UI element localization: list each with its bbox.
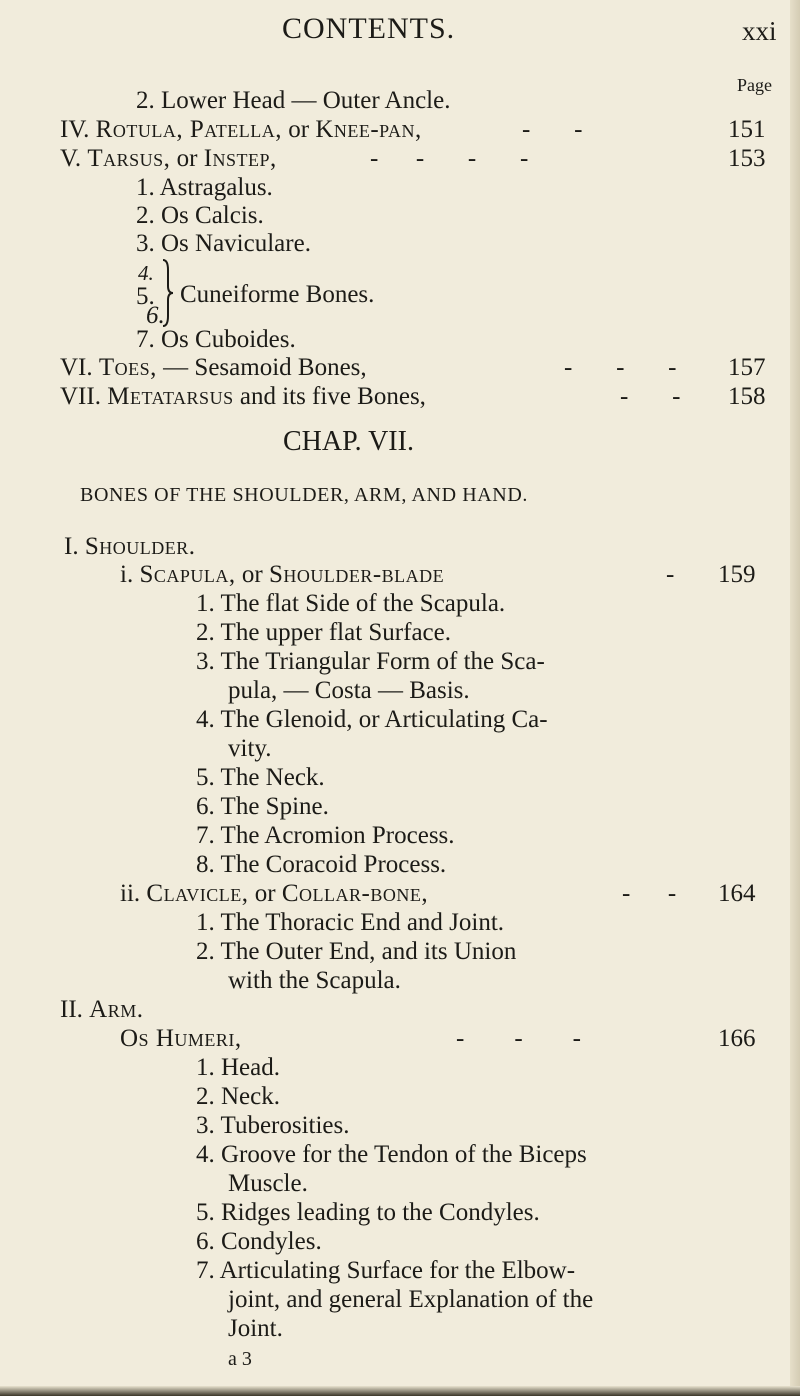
chapter-title: CHAP. VII. — [283, 426, 414, 457]
entry-rest: and its five Bones, — [239, 383, 426, 410]
entry-heading: Clavicle, — [146, 880, 249, 907]
list-item: 2. Neck. — [196, 1083, 280, 1110]
page-number: 166 — [718, 1025, 756, 1052]
list-item: 1. The flat Side of the Scapula. — [196, 590, 506, 617]
list-item: 3. The Triangular Form of the Sca- — [196, 648, 545, 675]
list-item: 2. The upper flat Surface. — [196, 619, 451, 646]
chapter-subtitle: BONES OF THE SHOULDER, ARM, AND HAND. — [80, 484, 528, 506]
list-item: 2. The Outer End, and its Union — [196, 938, 517, 965]
section-arm — [60, 995, 143, 1025]
entry-heading: Tarsus, — [87, 145, 171, 172]
entry-rest: — Sesamoid Bones, — [163, 354, 367, 381]
signature-mark: a 3 — [228, 1348, 252, 1370]
entry-metatarsus — [60, 382, 426, 412]
list-item: 4. Groove for the Tendon of the Biceps — [196, 1141, 587, 1168]
entry-heading: Toes, — [98, 354, 157, 381]
list-item-continuation: Joint. — [228, 1315, 283, 1342]
page-number: 157 — [728, 354, 766, 381]
entry-conjunction: or — [254, 880, 276, 907]
entry-heading-alt: Knee-pan, — [315, 116, 422, 143]
entry-conjunction: or — [176, 145, 198, 172]
section-heading: Arm. — [89, 996, 144, 1023]
list-item: 7. The Acromion Process. — [196, 822, 455, 849]
leader-dashes: - - - - — [370, 145, 529, 172]
page-number: 164 — [718, 880, 756, 907]
entry-number: V. — [60, 145, 82, 172]
folio-number: xxi — [742, 16, 777, 46]
entry-num-4: 4. — [138, 261, 154, 285]
leader-dashes: - - — [620, 383, 681, 410]
entry-number: ii. — [120, 880, 141, 907]
entry-number: VI. — [60, 354, 93, 381]
entry-num-6: 6. — [146, 302, 165, 329]
page-number: 159 — [718, 561, 756, 588]
entry-os-calcis: 2. Os Calcis. — [136, 202, 264, 229]
section-heading: Shoulder. — [84, 533, 196, 560]
entry-rotula — [60, 115, 422, 145]
list-item: 6. The Spine. — [196, 793, 329, 820]
entry-heading: Scapula, — [139, 561, 236, 588]
leader-dashes: - - - — [564, 354, 677, 381]
list-item-continuation: with the Scapula. — [228, 967, 401, 994]
page-number: 158 — [728, 383, 766, 410]
entry-scapula — [120, 560, 444, 590]
list-item-continuation: joint, and general Explanation of the — [228, 1286, 594, 1313]
entry-heading: Rotula, Patella, — [95, 116, 282, 143]
list-item: 1. The Thoracic End and Joint. — [196, 909, 505, 936]
section-number: II. — [60, 996, 83, 1023]
page-number: 153 — [728, 145, 766, 172]
entry-heading-alt: Shoulder-blade — [268, 561, 445, 588]
section-number: I. — [64, 533, 79, 560]
page-edge-right — [790, 0, 800, 1396]
list-item: 3. Tuberosities. — [196, 1112, 350, 1139]
entry-cuneiforme: Cuneiforme Bones. — [180, 281, 375, 308]
running-title: CONTENTS. — [282, 12, 456, 45]
entry-lower-head: 2. Lower Head — Outer Ancle. — [136, 87, 451, 114]
entry-number: VII. — [60, 383, 101, 410]
entry-os-humeri: Os Humeri, — [120, 1025, 242, 1052]
list-item: 7. Articulating Surface for the Elbow- — [196, 1257, 576, 1284]
leader-dashes: - - - — [456, 1025, 581, 1052]
entry-heading-alt: Instep, — [203, 145, 277, 172]
entry-clavicle — [120, 879, 428, 909]
leader-dashes: - - — [622, 880, 677, 907]
section-shoulder — [64, 532, 195, 562]
list-item: 6. Condyles. — [196, 1228, 322, 1255]
list-item: 5. Ridges leading to the Condyles. — [196, 1199, 540, 1226]
entry-os-cuboides: 7. Os Cuboides. — [136, 326, 296, 353]
list-item-continuation: vity. — [228, 735, 272, 762]
entry-num-5: 5. — [136, 283, 155, 310]
entry-heading: Metatarsus — [107, 383, 234, 410]
leader-dashes: - - — [522, 116, 583, 143]
entry-number: IV. — [60, 116, 90, 143]
list-item: 5. The Neck. — [196, 764, 325, 791]
entry-conjunction: or — [288, 116, 310, 143]
page-number: 151 — [728, 116, 766, 143]
page-column-label: Page — [737, 75, 772, 95]
list-item: 4. The Glenoid, or Articulating Ca- — [196, 706, 548, 733]
leader-dashes: - — [666, 561, 675, 588]
brace-icon — [160, 258, 174, 328]
list-item: 8. The Coracoid Process. — [196, 851, 447, 878]
entry-heading-alt: Collar-bone, — [281, 880, 429, 907]
list-item-continuation: pula, — Costa — Basis. — [228, 677, 470, 704]
entry-toes — [60, 353, 367, 383]
list-item: 1. Head. — [196, 1054, 280, 1081]
entry-number: i. — [120, 561, 134, 588]
list-item-continuation: Muscle. — [228, 1170, 308, 1197]
page-edge-bottom — [0, 1386, 800, 1396]
entry-tarsus — [60, 144, 277, 174]
entry-conjunction: or — [241, 561, 263, 588]
entry-os-naviculare: 3. Os Naviculare. — [136, 230, 311, 257]
entry-astragalus: 1. Astragalus. — [136, 174, 273, 201]
